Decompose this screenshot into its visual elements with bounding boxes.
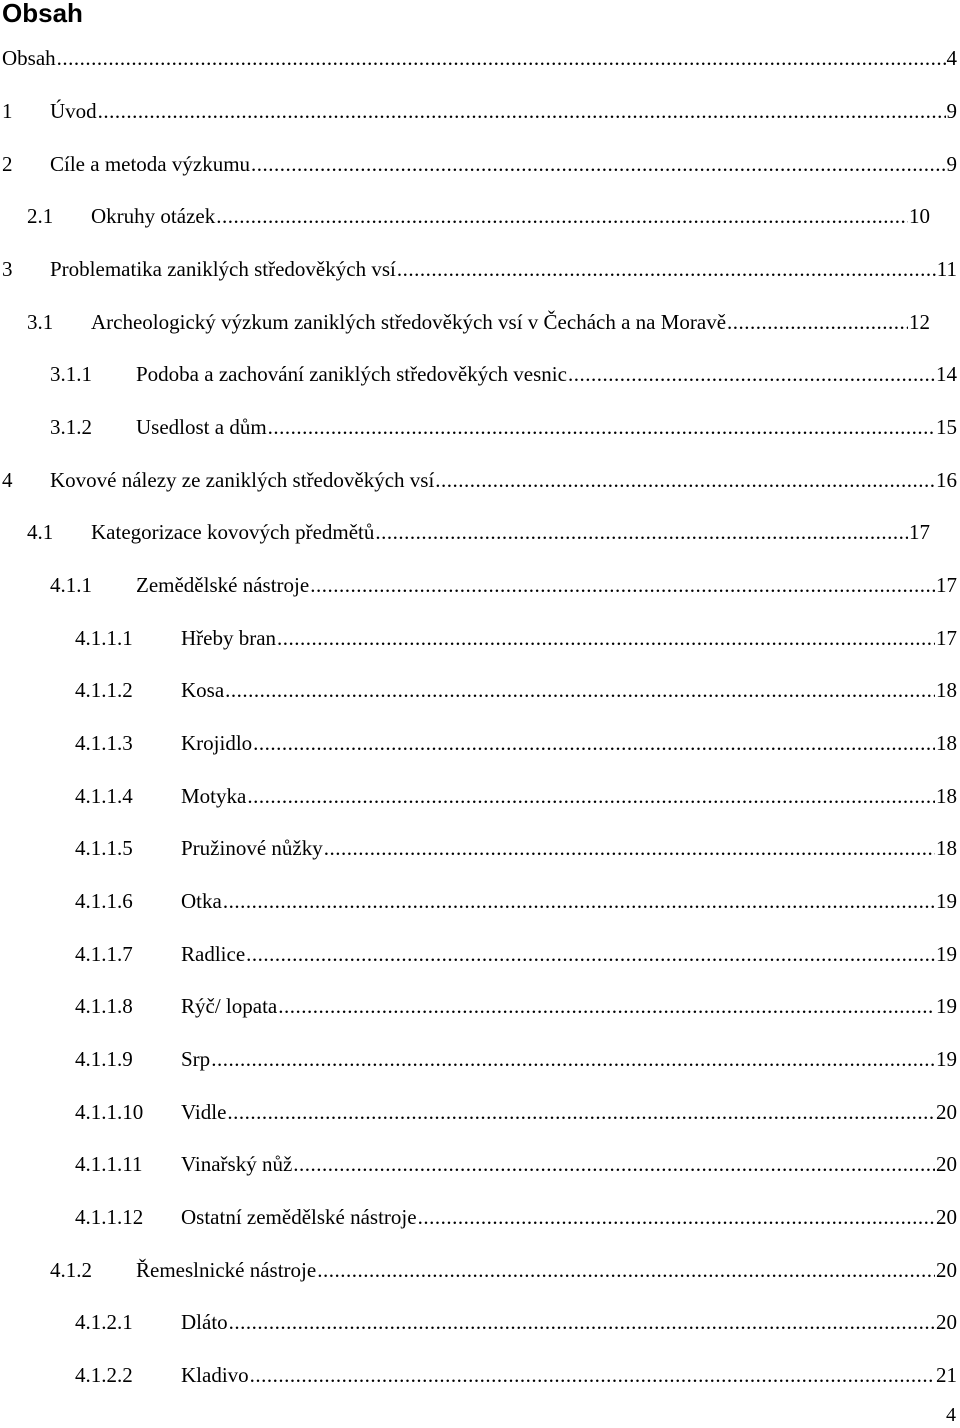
toc-entry-page: 9 — [946, 99, 957, 123]
toc-entry[interactable] — [2, 38, 957, 78]
toc-entry[interactable] — [27, 302, 930, 342]
toc-entry[interactable] — [75, 1092, 957, 1132]
toc-entry[interactable] — [75, 1302, 957, 1342]
toc-entry-page: 20 — [936, 1100, 957, 1124]
toc-entry-number: 4.1.1.3 — [75, 731, 133, 755]
toc-entry-page: 17 — [936, 573, 957, 597]
toc-leader-dots — [317, 1256, 935, 1284]
toc-entry-page: 18 — [936, 784, 957, 808]
toc-entry-number: 3 — [2, 257, 13, 281]
toc-entry-title: Úvod — [50, 99, 97, 123]
toc-entry-page: 16 — [936, 468, 957, 492]
toc-entry-title: Dláto — [181, 1310, 228, 1334]
toc-leader-dots — [310, 571, 935, 599]
toc-entry-number: 4.1.1.9 — [75, 1047, 133, 1071]
toc-entry[interactable] — [50, 354, 957, 394]
toc-entry-page: 19 — [936, 994, 957, 1018]
toc-entry-page: 20 — [936, 1152, 957, 1176]
toc-entry-page: 10 — [909, 204, 930, 228]
toc-entry[interactable] — [50, 565, 957, 605]
toc-entry-number: 4.1.1.6 — [75, 889, 133, 913]
toc-entry-page: 20 — [936, 1310, 957, 1334]
toc-entry-number: 4.1.1.8 — [75, 994, 133, 1018]
toc-entry-page: 19 — [936, 942, 957, 966]
toc-leader-dots — [253, 729, 935, 757]
toc-leader-dots — [223, 887, 935, 915]
toc-entry-title: Vinařský nůž — [181, 1152, 293, 1176]
toc-entry-title: Motyka — [181, 784, 247, 808]
toc-entry-page: 19 — [936, 1047, 957, 1071]
toc-entry-page: 4 — [946, 46, 957, 70]
toc-leader-dots — [278, 992, 935, 1020]
toc-entry-title: Krojidlo — [181, 731, 253, 755]
toc-leader-dots — [268, 413, 935, 441]
toc-leader-dots — [211, 1045, 935, 1073]
toc-entry[interactable] — [75, 618, 957, 658]
toc-leader-dots — [375, 518, 908, 546]
toc-entry-title: Ostatní zemědělské nástroje — [181, 1205, 417, 1229]
toc-leader-dots — [227, 1098, 935, 1126]
toc-entry-number: 4.1.2.1 — [75, 1310, 133, 1334]
toc-entry-number: 4.1.1.4 — [75, 784, 133, 808]
toc-leader-dots — [216, 202, 908, 230]
toc-leader-dots — [225, 676, 935, 704]
toc-entry[interactable] — [75, 881, 957, 921]
toc-leader-dots — [229, 1308, 935, 1336]
toc-entry-page: 18 — [936, 836, 957, 860]
toc-entry-number: 4 — [2, 468, 13, 492]
toc-entry-number: 4.1.1.2 — [75, 678, 133, 702]
toc-entry-title: Cíle a metoda výzkumu — [50, 152, 251, 176]
toc-entry[interactable] — [50, 1250, 957, 1290]
toc-entry-page: 19 — [936, 889, 957, 913]
toc-leader-dots — [435, 466, 935, 494]
toc-entry[interactable] — [75, 1197, 957, 1237]
toc-leader-dots — [418, 1203, 935, 1231]
toc-entry-page: 12 — [909, 310, 930, 334]
toc-entry-title: Pružinové nůžky — [181, 836, 323, 860]
toc-entry-number: 4.1.1.5 — [75, 836, 133, 860]
toc-entry[interactable] — [50, 407, 957, 447]
toc-leader-dots — [324, 834, 935, 862]
toc-leader-dots — [568, 360, 935, 388]
toc-entry-page: 18 — [936, 678, 957, 702]
toc-entry[interactable] — [75, 1355, 957, 1395]
toc-entry-title: Okruhy otázek — [91, 204, 216, 228]
toc-leader-dots — [246, 940, 935, 968]
toc-entry-number: 1 — [2, 99, 13, 123]
toc-leader-dots — [251, 150, 945, 178]
toc-entry-number: 4.1 — [27, 520, 54, 544]
toc-entry[interactable] — [75, 828, 957, 868]
toc-entry-number: 4.1.1.7 — [75, 942, 133, 966]
toc-entry-page: 17 — [909, 520, 930, 544]
toc-entry[interactable] — [75, 1144, 957, 1184]
toc-entry-title: Hřeby bran — [181, 626, 277, 650]
toc-entry-title: Obsah — [2, 46, 56, 70]
toc-entry-title: Usedlost a dům — [136, 415, 267, 439]
page-title: Obsah — [2, 0, 83, 28]
toc-entry-page: 9 — [946, 152, 957, 176]
toc-leader-dots — [250, 1361, 935, 1389]
toc-entry-title: Řemeslnické nástroje — [136, 1258, 317, 1282]
toc-entry-number: 4.1.1.11 — [75, 1152, 143, 1176]
toc-leader-dots — [397, 255, 936, 283]
toc-entry[interactable] — [2, 91, 957, 131]
toc-entry-page: 17 — [936, 626, 957, 650]
toc-leader-dots — [277, 624, 935, 652]
toc-entry-page: 18 — [936, 731, 957, 755]
toc-entry-page: 21 — [936, 1363, 957, 1387]
toc-entry-number: 3.1.2 — [50, 415, 92, 439]
toc-entry[interactable] — [75, 723, 957, 763]
toc-entry[interactable] — [75, 934, 957, 974]
toc-leader-dots — [293, 1150, 935, 1178]
toc-leader-dots — [727, 308, 908, 336]
toc-entry[interactable] — [27, 196, 930, 236]
toc-entry[interactable] — [2, 249, 957, 289]
toc-entry-title: Kladivo — [181, 1363, 249, 1387]
toc-leader-dots — [247, 782, 935, 810]
toc-entry-number: 4.1.1.10 — [75, 1100, 144, 1124]
toc-entry-title: Kategorizace kovových předmětů — [91, 520, 375, 544]
toc-entry-title: Zemědělské nástroje — [136, 573, 310, 597]
toc-entry-page: 15 — [936, 415, 957, 439]
toc-entry-title: Problematika zaniklých středověkých vsí — [50, 257, 396, 281]
toc-entry[interactable] — [75, 670, 957, 710]
toc-entry-page: 20 — [936, 1205, 957, 1229]
toc-entry-number: 3.1.1 — [50, 362, 92, 386]
toc-entry[interactable] — [75, 1039, 957, 1079]
toc-entry-title: Vidle — [181, 1100, 227, 1124]
page-number: 4 — [946, 1404, 956, 1426]
toc-entry-number: 4.1.1 — [50, 573, 92, 597]
toc-entry-title: Srp — [181, 1047, 211, 1071]
toc-entry-title: Radlice — [181, 942, 246, 966]
toc-entry[interactable] — [2, 460, 957, 500]
toc-entry-title: Podoba a zachování zaniklých středověkých vesnic — [136, 362, 567, 386]
toc-entry-number: 2 — [2, 152, 13, 176]
toc-entry-title: Otka — [181, 889, 222, 913]
toc-entry-title: Rýč/ lopata — [181, 994, 278, 1018]
toc-leader-dots — [98, 97, 946, 125]
toc-entry-number: 2.1 — [27, 204, 54, 228]
toc-entry-title: Archeologický výzkum zaniklých středověkých vsí v Čechách a na Moravě — [91, 310, 727, 334]
toc-entry-title: Kovové nálezy ze zaniklých středověkých vsí — [50, 468, 435, 492]
toc-entry-page: 11 — [936, 257, 957, 281]
toc-entry-number: 3.1 — [27, 310, 54, 334]
toc-leader-dots — [57, 44, 946, 72]
toc-entry-number: 4.1.2.2 — [75, 1363, 133, 1387]
toc-entry-number: 4.1.2 — [50, 1258, 92, 1282]
toc-entry-title: Kosa — [181, 678, 225, 702]
toc-entry[interactable] — [75, 776, 957, 816]
toc-entry[interactable] — [27, 512, 930, 552]
toc-entry-number: 4.1.1.1 — [75, 626, 133, 650]
toc-entry-page: 20 — [936, 1258, 957, 1282]
toc-entry[interactable] — [2, 144, 957, 184]
toc-entry-page: 14 — [936, 362, 957, 386]
toc-entry[interactable] — [75, 986, 957, 1026]
toc-entry-number: 4.1.1.12 — [75, 1205, 144, 1229]
